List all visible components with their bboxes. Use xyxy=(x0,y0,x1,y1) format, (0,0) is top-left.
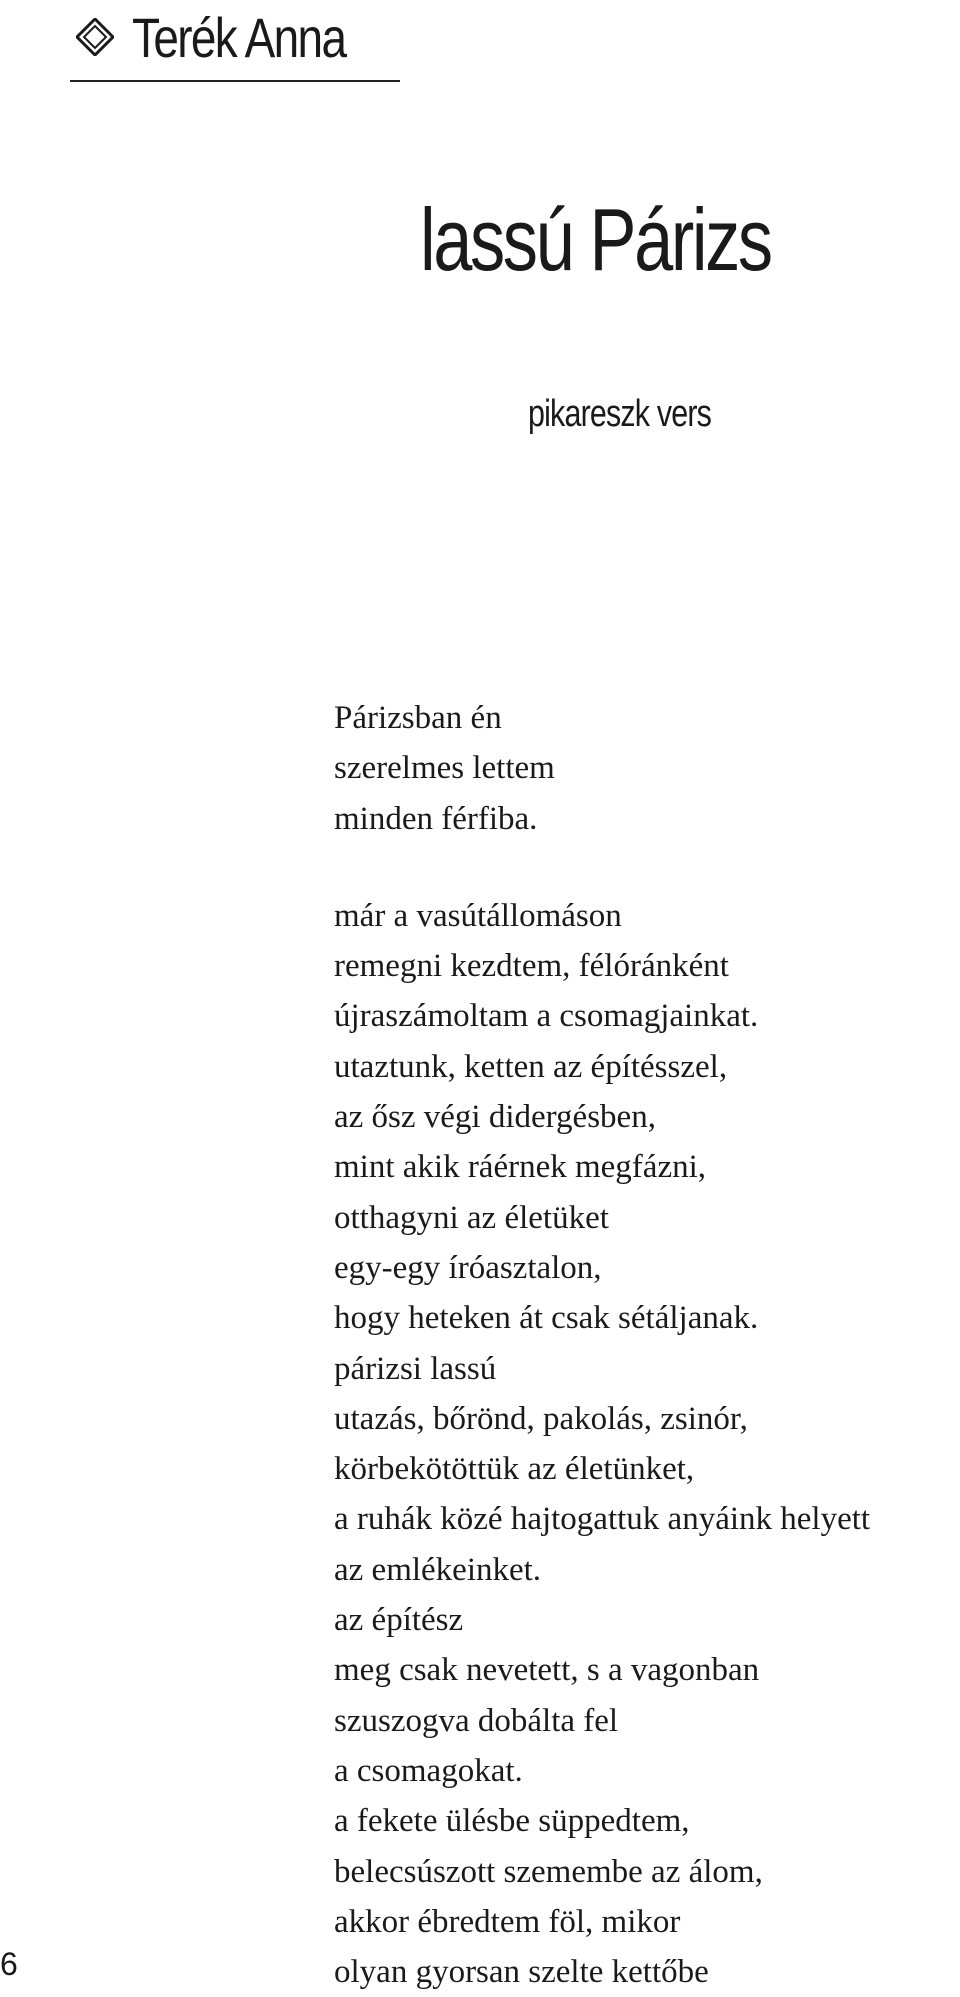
poem-line: belecsúszott szemembe az álom, xyxy=(334,1853,763,1890)
poem-line: otthagyni az életüket xyxy=(334,1199,609,1236)
poem-line: az építész xyxy=(334,1602,464,1639)
poem-line: utaztunk, ketten az építésszel, xyxy=(334,1048,728,1085)
poem-line: meg csak nevetett, s a vagonban xyxy=(334,1652,760,1689)
author-name: Terék Anna xyxy=(132,6,346,69)
poem-line: utazás, bőrönd, pakolás, zsinór, xyxy=(334,1400,748,1437)
poem-line: újraszámoltam a csomagjainkat. xyxy=(334,998,759,1035)
page-number: 6 xyxy=(0,1946,18,1982)
poem-line: minden férfiba. xyxy=(334,800,538,837)
poem-line: párizsi lassú xyxy=(334,1350,497,1387)
poem-line: már a vasútállomáson xyxy=(334,897,622,934)
poem-line: olyan gyorsan szelte kettőbe xyxy=(334,1954,709,1991)
poem-line: az emlékeinket. xyxy=(334,1551,542,1588)
poem-line: hogy heteken át csak sétáljanak. xyxy=(334,1300,759,1337)
poem-line: a csomagokat. xyxy=(334,1752,523,1789)
poem-line: az ősz végi didergésben, xyxy=(334,1099,656,1136)
poem-line: remegni kezdtem, félóránként xyxy=(334,948,729,985)
diamond-icon xyxy=(76,18,114,56)
author-header xyxy=(70,0,400,82)
poem-body xyxy=(334,693,956,1997)
poem-line: mint akik ráérnek megfázni, xyxy=(334,1149,707,1186)
poem-line: a ruhák közé hajtogattuk anyáink helyett xyxy=(334,1501,871,1538)
poem-line: szerelmes lettem xyxy=(334,750,555,787)
poem-line: akkor ébredtem föl, mikor xyxy=(334,1903,681,1940)
poem-line: a fekete ülésbe süppedtem, xyxy=(334,1803,690,1840)
poem-line: Párizsban én xyxy=(334,700,502,736)
poem-line: szuszogva dobálta fel xyxy=(334,1702,619,1739)
poem-line: egy-egy íróasztalon, xyxy=(334,1249,602,1286)
poem-line: körbekötöttük az életünket, xyxy=(334,1451,695,1488)
poem-title: lassú Párizs xyxy=(420,190,771,289)
poem-subtitle: pikareszk vers xyxy=(528,393,712,435)
stanza-gap xyxy=(334,844,956,891)
